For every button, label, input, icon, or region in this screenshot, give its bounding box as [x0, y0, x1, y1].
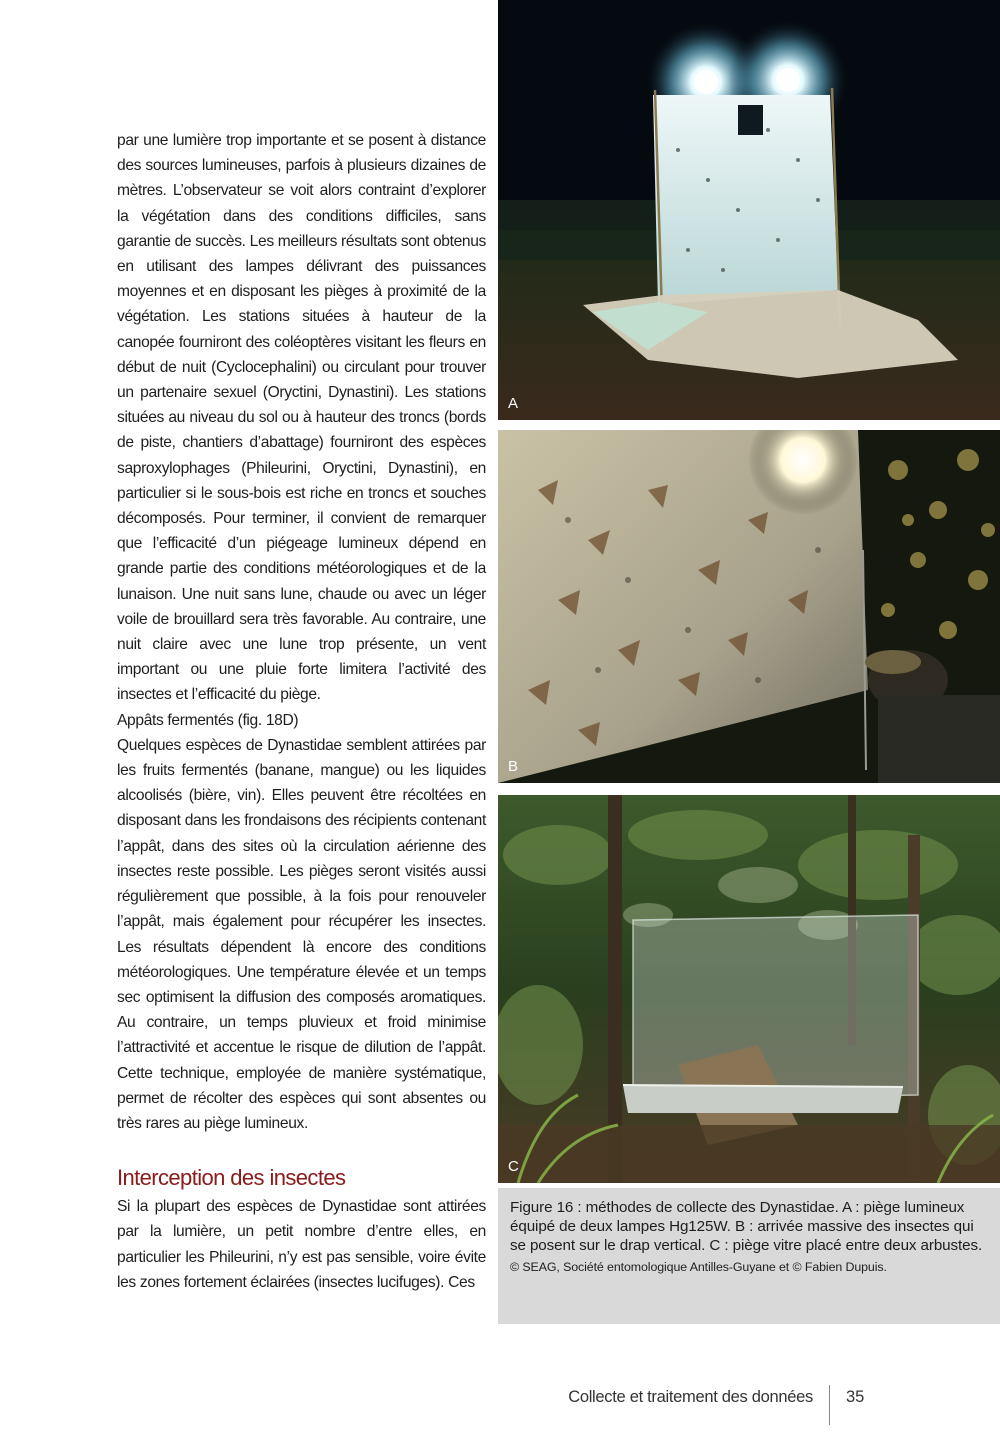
main-text-column — [117, 128, 486, 1295]
figure-credit: © SEAG, Société entomologique Antilles-Guyane et © Fabien Dupuis. — [510, 1259, 887, 1274]
light-trap-illustration — [498, 0, 1000, 420]
page-footer — [0, 1385, 1000, 1425]
figure-caption-text: méthodes de collecte des Dynastidae. A : piège lumineux équipé de deux lampes Hg125W. B : arrivée massive des insectes qui se posent sur le drap vertical. C : piège vitre placé entre deux arbustes. — [510, 1199, 983, 1255]
footer-divider — [829, 1385, 830, 1425]
paragraph-interception: Si la plupart des espèces de Dynastidae sont attirées par la lumière, un petit nombre d’entre elles, en particulier les Phileurini, n’y est pas sensible, voire évite les zones fortement éclairées (insectes lucifuges). Ces — [117, 1198, 486, 1291]
page-number: 35 — [846, 1388, 865, 1406]
section-heading-interception: Interception des insectes — [117, 1165, 346, 1191]
subheading-fermented-bait: Appâts fermentés (fig. 18D) — [117, 711, 299, 729]
photo-c-label: C — [508, 1158, 519, 1175]
figure-caption — [498, 1188, 1000, 1324]
photo-a-light-trap — [498, 0, 1000, 420]
figure-label: Figure 16 : — [510, 1199, 582, 1216]
insects-sheet-illustration — [498, 430, 1000, 783]
footer-section-title: Collecte et traitement des données — [568, 1388, 813, 1406]
paragraph-fermented-bait: Quelques espèces de Dynastidae semblent attirées par les fruits fermentés (banane, mangue) ou les liquides alcoolisés (bière, vin). Elles peuvent être récoltées en disposant dans les frondaisons des récipients contenant l’appât, dans des sites où la circulation aérienne des insectes reste possible. Les pièges seront visités aussi régulièrement que possible, à la fois pour renouveler l’appât, mais également pour récupérer les insectes. Les résultats dépendent là encore des conditions météorologiques. Une température élevée et un temps sec optimisent la diffusion des composés aromatiques. Au contraire, un temps pluvieux et froid minimise l’attractivité et accentue le risque de dilution de l’appât. Cette technique, employée de manière systématique, permet de récolter des espèces qui sont absentes ou très rares au piège lumineux. — [117, 736, 486, 1132]
photo-a-label: A — [508, 395, 519, 412]
window-trap-illustration — [498, 795, 1000, 1183]
paragraph-light-trap: par une lumière trop importante et se posent à distance des sources lumineuses, parfois à plusieurs dizaines de mètres. L’observateur se voit alors contraint d’explorer la végétation dans des conditions difficiles, sans garantie de succès. Les meilleurs résultats sont obtenus en utilisant des lampes délivrant des puissances moyennes et en disposant les pièges à proximité de la végétation. Les stations situées à hauteur de la canopée fourniront des coléoptères visitant les fleurs en début de nuit (Cyclocephalini) ou circulant pour trouver un partenaire sexuel (Oryctini, Dynastini). Les stations situées au niveau du sol ou à hauteur des troncs (bords de piste, chantiers d’abattage) fourniront des espèces saproxylophages (Phileurini, Oryctini, Dynastini), en particulier si le sous-bois est riche en troncs et souches décomposés. Pour terminer, il convient de remarquer que l’efficacité d’un piégeage lumineux dépend en grande partie des conditions météorologiques et de la lunaison. Une nuit sans lune, chaude ou avec un léger voile de brouillard sera très favorable. Au contraire, une nuit claire avec une lune trop présente, un vent important ou une pluie forte limitera l’activité des insectes et l’efficacité du piège. — [117, 132, 486, 704]
photo-b-insects-on-sheet — [498, 430, 1000, 783]
photo-c-window-trap — [498, 795, 1000, 1183]
photo-b-label: B — [508, 758, 519, 775]
